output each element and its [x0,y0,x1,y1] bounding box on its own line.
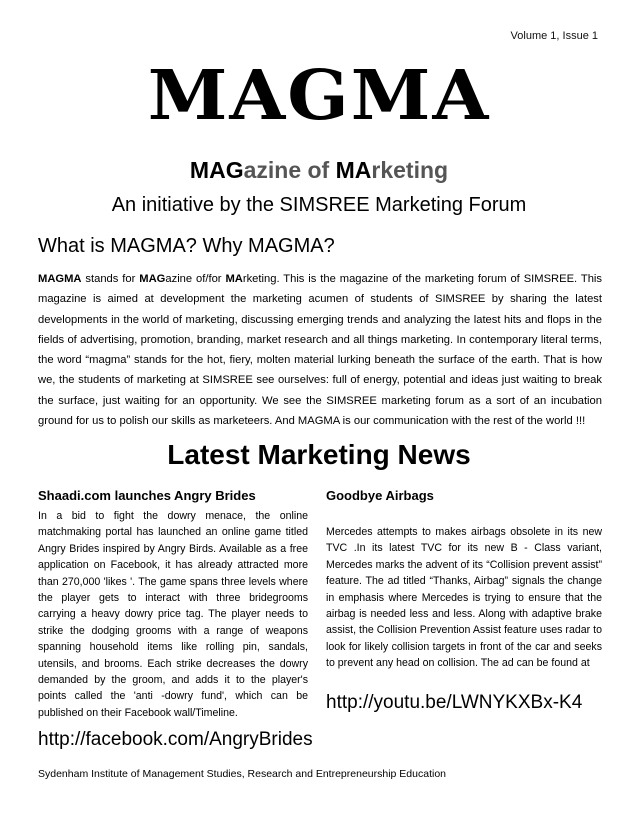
article-body: Mercedes attempts to makes airbags obsolete in its new TVC .In its latest TVC for its new B - Class variant, Mercedes marks the advent of its “Collision prevent assist” feature. The ad titled “Thanks, Airbag” signals the change in emphasis where Mercedes is trying to ensure that the airbag is needed less and less. Along with adaptive brake assist, the Collision Prevention Assist feature uses radar to look for likely collision targets in front of the car and seeks to prevent any head on collision. The ad can be found at [326,526,602,670]
intro-bold-1: MAGMA [38,273,82,285]
subtitle-part-4: rketing [371,157,449,183]
intro-paragraph [38,269,602,431]
article-title: Goodbye Airbags [326,488,434,503]
subtitle-part-3: MA [335,157,372,183]
intro-bold-2: MAG [139,273,166,285]
news-heading: Latest Marketing News [167,439,471,470]
article-link[interactable]: http://facebook.com/AngryBrides [38,729,313,751]
article-body: In a bid to fight the dowry menace, the online matchmaking portal has launched an online game titled Angry Brides inspired by Angry Birds. Available as a free application on Facebook, it has already attracted more than 270,000 'likes '. The game spans three levels where the player gets to interact with three bridegrooms carrying a heavy dowry price tag. The player needs to strike the dodging grooms with a range of weapons spanning household items like rolling pin, sandals, utensils, and brooms. Each strike decreases the dowry demanded by the groom, and adds it to the player's points called the 'anti -dowry fund', which can be published on their Facebook wall/Timeline. [38,510,308,719]
intro-bold-3: MA [225,273,243,285]
intro-text-1: stands for [81,273,140,285]
article-title: Shaadi.com launches Angry Brides [38,488,256,503]
subtitle-part-1: MAG [189,157,244,183]
news-article-left [38,486,313,753]
article-link[interactable]: http://youtu.be/LWNYKXBx-K4 [326,691,583,713]
intro-heading: What is MAGMA? Why MAGMA? [38,235,335,257]
initiative-line: An initiative by the SIMSREE Marketing Forum [111,194,527,216]
news-article-right [326,486,602,716]
subtitle-part-2: azine of [243,157,336,183]
magazine-subtitle [0,156,638,184]
magazine-logo: MAGMA [147,54,491,135]
issue-label: Volume 1, Issue 1 [510,30,598,42]
footer-text: Sydenham Institute of Management Studies, Research and Entrepreneurship Education [38,768,446,780]
intro-text-2: azine of/for [165,273,226,285]
intro-text-3: rketing. This is the magazine of the marketing forum of SIMSREE. This magazine is aimed at development the marketing acumen of students of SIMSREE by sharing the latest developments in the world of marketing, discussing emerging trends and analyzing the latest hits and flops in the fields of advertising, promotion, branding, market research and all things marketing. In contemporary literal terms, the word “magma” stands for the hot, fiery, molten material lurking beneath the surface of the earth. That is how we, the students of marketing at SIMSREE see ourselves: full of energy, potential and ideas just waiting to break the surface, just waiting for an opportunity. We see the SIMSREE marketing forum as a sort of an incubation ground for us to polish our skills as marketeers. And MAGMA is our communication with the rest of the world !!! [38,273,602,428]
